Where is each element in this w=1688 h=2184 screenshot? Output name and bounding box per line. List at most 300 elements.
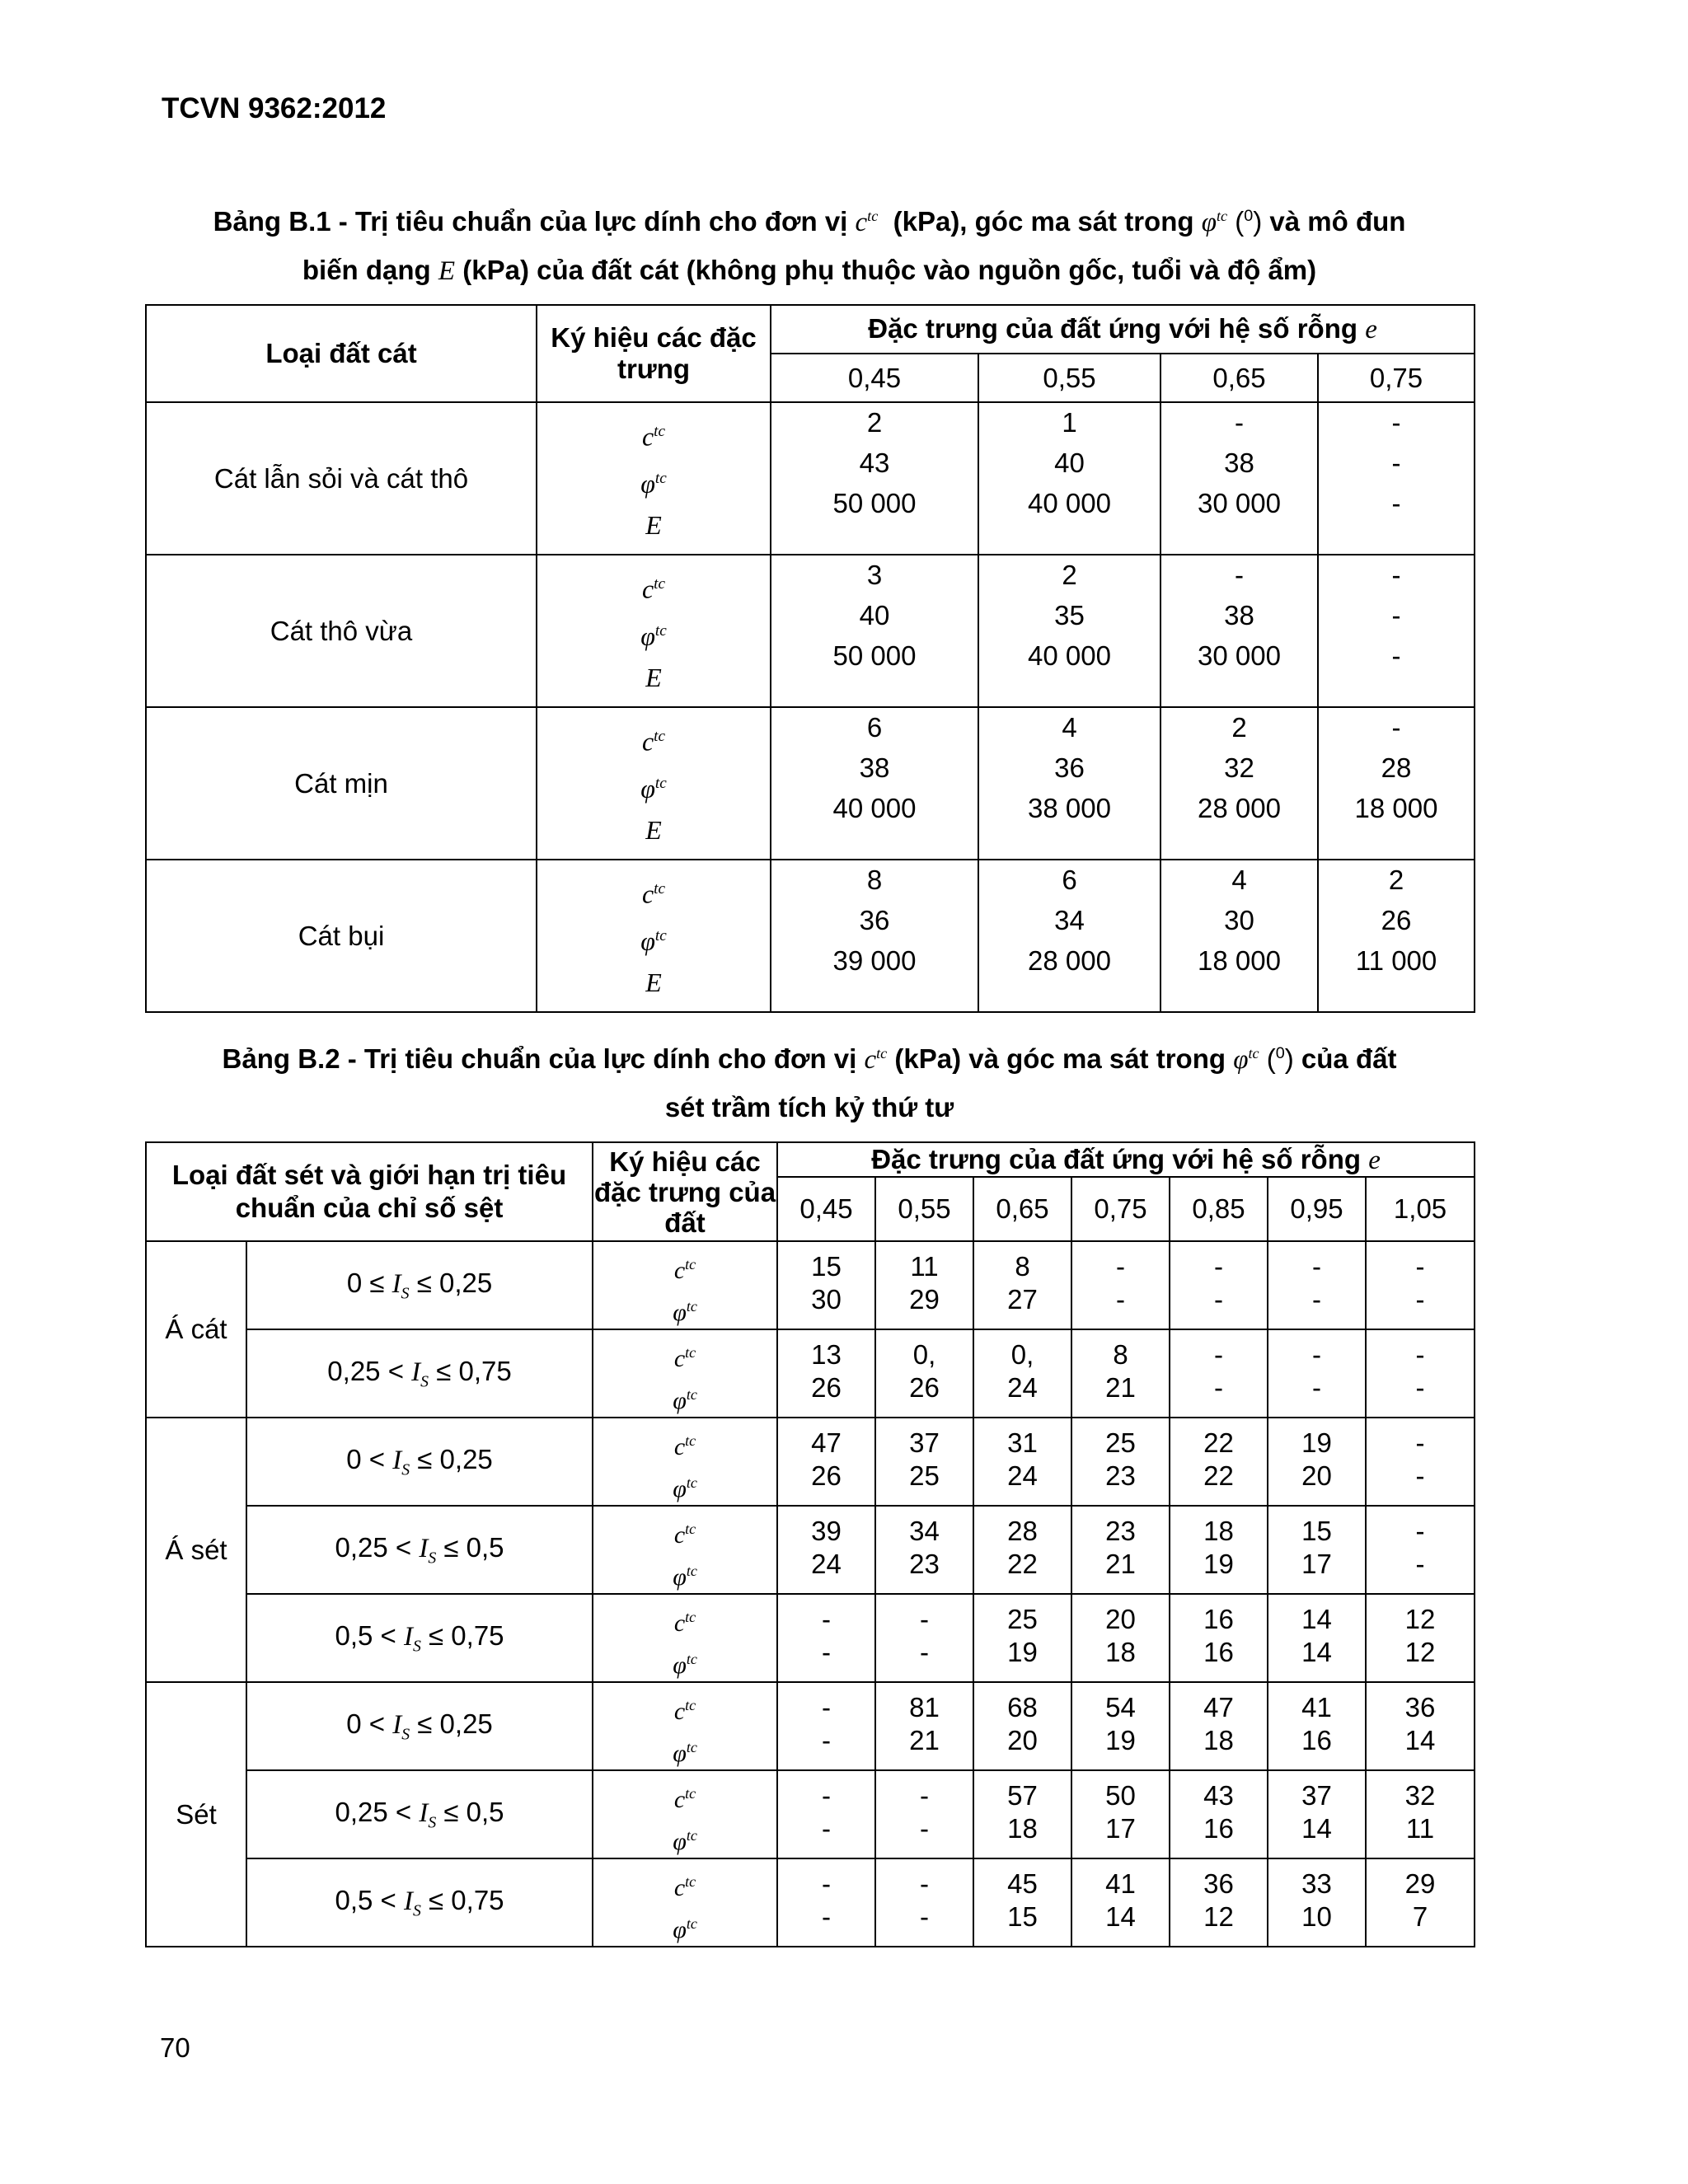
value-phi: 23 bbox=[909, 1549, 940, 1579]
value-phi: 22 bbox=[1007, 1549, 1038, 1579]
value-c: 25 bbox=[1105, 1427, 1136, 1458]
value-phi: 20 bbox=[1301, 1460, 1332, 1491]
value-c: 47 bbox=[811, 1427, 842, 1458]
value-c: - bbox=[822, 1780, 832, 1811]
range-left: 0 < bbox=[346, 1708, 386, 1739]
value-phi: - bbox=[1415, 1284, 1425, 1315]
value-phi: 18 bbox=[1203, 1725, 1234, 1755]
value-c: 37 bbox=[1301, 1780, 1332, 1811]
value-c: - bbox=[1312, 1251, 1322, 1282]
value-phi: - bbox=[1116, 1284, 1126, 1315]
symbol-e-modulus: E bbox=[438, 256, 456, 286]
value-c: - bbox=[920, 1604, 930, 1634]
value-cell bbox=[973, 1329, 1071, 1418]
value-c: 20 bbox=[1105, 1604, 1136, 1634]
symbol-cell bbox=[593, 1682, 777, 1770]
value-c: 37 bbox=[909, 1427, 940, 1458]
value-phi: 21 bbox=[909, 1725, 940, 1755]
value-c: 11 bbox=[910, 1251, 939, 1282]
symbol-is: $I_S$ bbox=[403, 1886, 421, 1920]
value-c: - bbox=[822, 1604, 832, 1634]
value-phi: - bbox=[1214, 1284, 1224, 1315]
degree-unit: ($^0$) bbox=[1235, 206, 1263, 237]
soil-name: Cát mịn bbox=[146, 707, 537, 860]
caption-text: Bảng B.1 - Trị tiêu chuẩn của lực dính cho đơn vị bbox=[213, 206, 848, 237]
symbol-cell bbox=[593, 1594, 777, 1682]
value-phi: 11 bbox=[1405, 1813, 1435, 1844]
table-row bbox=[146, 555, 1475, 707]
consistency-range bbox=[246, 1858, 593, 1947]
value-phi: - bbox=[1214, 1372, 1224, 1403]
value-c: 68 bbox=[1007, 1692, 1038, 1722]
table-row bbox=[146, 1418, 1475, 1506]
value-c: 41 bbox=[1301, 1692, 1332, 1722]
value-cell bbox=[875, 1241, 973, 1329]
range-left: 0,5 < bbox=[335, 1884, 396, 1915]
value-c: - bbox=[1312, 1339, 1322, 1370]
value-c: 15 bbox=[811, 1251, 842, 1282]
value-cell bbox=[1268, 1770, 1366, 1858]
consistency-range bbox=[246, 1506, 593, 1594]
range-left: 0 < bbox=[346, 1443, 386, 1474]
table-row bbox=[146, 1506, 1475, 1594]
value-c: 36 bbox=[1203, 1868, 1234, 1899]
value-cell bbox=[777, 1858, 875, 1947]
symbol-c: $c^{tc}$ bbox=[641, 574, 666, 604]
value-cell bbox=[777, 1241, 875, 1329]
table-row bbox=[146, 1682, 1475, 1770]
value-c: - bbox=[1415, 1339, 1425, 1370]
value-cell bbox=[1268, 1241, 1366, 1329]
header-e-value: 1,05 bbox=[1366, 1177, 1475, 1241]
value-phi: - bbox=[822, 1637, 832, 1667]
value-phi: 24 bbox=[811, 1549, 842, 1579]
symbol-c: $c^{tc}$ bbox=[673, 1432, 696, 1460]
soil-name: Cát bụi bbox=[146, 860, 537, 1012]
value-cell bbox=[777, 1682, 875, 1770]
symbol-cell bbox=[593, 1858, 777, 1947]
value-c: 8 bbox=[1113, 1339, 1128, 1370]
page-number: 70 bbox=[160, 2032, 190, 2063]
value-c: - bbox=[1415, 1427, 1425, 1458]
value-phi: 26 bbox=[811, 1372, 842, 1403]
value-phi: - bbox=[1415, 1460, 1425, 1491]
value-phi: 16 bbox=[1203, 1813, 1234, 1844]
symbol-is: $I_S$ bbox=[392, 1709, 410, 1744]
value-c: 39 bbox=[811, 1516, 842, 1546]
value-cell bbox=[973, 1682, 1071, 1770]
caption-text: (kPa), góc ma sát trong bbox=[893, 206, 1194, 237]
range-right: ≤ 0,75 bbox=[436, 1355, 512, 1386]
value-cell bbox=[1071, 1682, 1170, 1770]
header-e-value: 0,85 bbox=[1170, 1177, 1268, 1241]
header-symbols: Ký hiệu các đặc trưng của đất bbox=[593, 1142, 777, 1241]
value-cell bbox=[875, 1329, 973, 1418]
table-b1-caption-line1 bbox=[145, 189, 1474, 250]
symbol-e: E bbox=[645, 510, 662, 540]
range-left: 0,25 < bbox=[335, 1531, 412, 1563]
value-cell bbox=[1170, 1770, 1268, 1858]
value-cell bbox=[1071, 1329, 1170, 1418]
table-row bbox=[146, 1770, 1475, 1858]
symbol-cell bbox=[537, 402, 771, 555]
range-right: ≤ 0,5 bbox=[443, 1796, 504, 1827]
header-void-ratio-group bbox=[771, 305, 1475, 354]
table-row bbox=[146, 707, 1475, 860]
range-right: ≤ 0,25 bbox=[417, 1443, 493, 1474]
value-phi: - bbox=[1415, 1549, 1425, 1579]
value-cell bbox=[1366, 1329, 1475, 1418]
value-cell bbox=[973, 1594, 1071, 1682]
value-phi: 21 bbox=[1105, 1549, 1136, 1579]
value-cell bbox=[973, 1241, 1071, 1329]
value-phi: 14 bbox=[1301, 1637, 1332, 1667]
consistency-range bbox=[246, 1770, 593, 1858]
soil-name: Cát thô vừa bbox=[146, 555, 537, 707]
symbol-e: E bbox=[645, 663, 662, 692]
consistency-range bbox=[246, 1418, 593, 1506]
header-e-value: 0,45 bbox=[771, 354, 978, 402]
symbol-phi: $\varphi^{tc}$ bbox=[673, 1738, 697, 1767]
value-cell bbox=[1071, 1241, 1170, 1329]
value-phi: 26 bbox=[909, 1372, 940, 1403]
value-cell bbox=[1268, 1858, 1366, 1947]
value-phi: - bbox=[822, 1901, 832, 1932]
value-phi: 30 bbox=[811, 1284, 842, 1315]
value-phi: 20 bbox=[1007, 1725, 1038, 1755]
clay-group-name: Á sét bbox=[146, 1418, 246, 1682]
value-c: 50 bbox=[1105, 1780, 1136, 1811]
value-cell bbox=[1071, 1858, 1170, 1947]
clay-group-name: Sét bbox=[146, 1682, 246, 1947]
value-c: 41 bbox=[1105, 1868, 1136, 1899]
value-c: 28 bbox=[1007, 1516, 1038, 1546]
symbol-c: $c^{tc}$ bbox=[641, 726, 666, 757]
header-symbols: Ký hiệu các đặc trưng bbox=[537, 305, 771, 402]
value-phi: - bbox=[920, 1813, 930, 1844]
header-e-value: 0,75 bbox=[1318, 354, 1475, 402]
value-phi: 10 bbox=[1301, 1901, 1332, 1932]
value-phi: 27 bbox=[1007, 1284, 1038, 1315]
symbol-c: $c^{tc}$ bbox=[673, 1255, 696, 1284]
value-phi: 18 bbox=[1105, 1637, 1136, 1667]
value-cell bbox=[875, 1858, 973, 1947]
value-c: 13 bbox=[811, 1339, 842, 1370]
header-group-text: Đặc trưng của đất ứng với hệ số rỗng bbox=[868, 313, 1358, 344]
header-e-value: 0,65 bbox=[973, 1177, 1071, 1241]
range-left: 0,25 < bbox=[327, 1355, 404, 1386]
value-phi: 16 bbox=[1203, 1637, 1234, 1667]
value-cell: 1 40 40 000 bbox=[978, 402, 1160, 555]
table-b1-caption-line2 bbox=[145, 243, 1474, 298]
header-e-value: 0,45 bbox=[777, 1177, 875, 1241]
value-cell bbox=[973, 1858, 1071, 1947]
caption-text: (kPa) của đất cát (không phụ thuộc vào nguồn gốc, tuổi và độ ẩm) bbox=[462, 255, 1317, 285]
symbol-phi: $\varphi^{tc}$ bbox=[673, 1385, 697, 1414]
symbol-c-tc: $c^{tc}$ bbox=[864, 1045, 888, 1075]
symbol-phi: $\varphi^{tc}$ bbox=[640, 773, 667, 804]
value-c: 22 bbox=[1203, 1427, 1234, 1458]
value-cell: 2 26 11 000 bbox=[1318, 860, 1475, 1012]
header-e-value: 0,65 bbox=[1160, 354, 1318, 402]
value-c: 34 bbox=[909, 1516, 940, 1546]
value-c: - bbox=[1415, 1516, 1425, 1546]
table-row bbox=[146, 1858, 1475, 1947]
value-cell bbox=[1366, 1594, 1475, 1682]
value-phi: 26 bbox=[811, 1460, 842, 1491]
value-cell bbox=[1170, 1594, 1268, 1682]
symbol-phi: $\varphi^{tc}$ bbox=[673, 1474, 697, 1502]
value-c: - bbox=[920, 1868, 930, 1899]
value-c: 54 bbox=[1105, 1692, 1136, 1722]
table-row bbox=[146, 860, 1475, 1012]
value-c: 47 bbox=[1203, 1692, 1234, 1722]
value-cell bbox=[777, 1506, 875, 1594]
symbol-c: $c^{tc}$ bbox=[673, 1608, 696, 1637]
consistency-range bbox=[246, 1241, 593, 1329]
symbol-c: $c^{tc}$ bbox=[641, 879, 666, 909]
value-cell bbox=[973, 1418, 1071, 1506]
value-cell: 4 30 18 000 bbox=[1160, 860, 1318, 1012]
caption-text: biến dạng bbox=[302, 255, 431, 285]
range-right: ≤ 0,75 bbox=[429, 1619, 504, 1651]
symbol-phi-tc: $\varphi^{tc}$ bbox=[1233, 1045, 1259, 1075]
value-cell bbox=[1366, 1770, 1475, 1858]
value-phi: 14 bbox=[1301, 1813, 1332, 1844]
consistency-range bbox=[246, 1329, 593, 1418]
value-cell bbox=[875, 1682, 973, 1770]
symbol-is: $I_S$ bbox=[392, 1268, 410, 1303]
value-phi: 16 bbox=[1301, 1725, 1332, 1755]
header-e-value: 0,95 bbox=[1268, 1177, 1366, 1241]
value-phi: 17 bbox=[1301, 1549, 1332, 1579]
symbol-cell bbox=[537, 555, 771, 707]
value-phi: 24 bbox=[1007, 1372, 1038, 1403]
value-cell bbox=[1366, 1858, 1475, 1947]
value-cell bbox=[1071, 1418, 1170, 1506]
range-right: ≤ 0,5 bbox=[443, 1531, 504, 1563]
clay-group-name: Á cát bbox=[146, 1241, 246, 1418]
value-cell bbox=[1170, 1506, 1268, 1594]
value-cell bbox=[1268, 1329, 1366, 1418]
range-left: 0 ≤ bbox=[346, 1267, 385, 1298]
value-cell bbox=[875, 1770, 973, 1858]
value-c: 43 bbox=[1203, 1780, 1234, 1811]
value-cell bbox=[1366, 1506, 1475, 1594]
value-phi: - bbox=[920, 1637, 930, 1667]
range-left: 0,5 < bbox=[335, 1619, 396, 1651]
value-c: - bbox=[1415, 1251, 1425, 1282]
symbol-is: $I_S$ bbox=[392, 1445, 410, 1479]
range-right: ≤ 0,75 bbox=[429, 1884, 504, 1915]
value-cell: 2 32 28 000 bbox=[1160, 707, 1318, 860]
header-e-value: 0,55 bbox=[978, 354, 1160, 402]
value-phi: 12 bbox=[1404, 1637, 1436, 1667]
value-c: 33 bbox=[1301, 1868, 1332, 1899]
value-phi: - bbox=[1312, 1372, 1322, 1403]
symbol-is: $I_S$ bbox=[403, 1621, 421, 1656]
value-cell bbox=[1268, 1418, 1366, 1506]
value-c: 25 bbox=[1007, 1604, 1038, 1634]
value-c: 36 bbox=[1404, 1692, 1436, 1722]
value-cell: - - - bbox=[1318, 555, 1475, 707]
header-e-value: 0,75 bbox=[1071, 1177, 1170, 1241]
value-c: 31 bbox=[1007, 1427, 1038, 1458]
value-cell bbox=[1268, 1682, 1366, 1770]
table-b2-caption-line1 bbox=[145, 1026, 1474, 1087]
symbol-phi: $\varphi^{tc}$ bbox=[673, 1915, 697, 1943]
caption-text: của đất bbox=[1301, 1043, 1397, 1074]
table-row bbox=[146, 1329, 1475, 1418]
table-row bbox=[146, 402, 1475, 555]
value-c: 18 bbox=[1203, 1516, 1234, 1546]
symbol-e: e bbox=[1368, 1145, 1381, 1175]
symbol-phi: $\varphi^{tc}$ bbox=[673, 1650, 697, 1679]
value-c: 45 bbox=[1007, 1868, 1038, 1899]
value-cell bbox=[1071, 1770, 1170, 1858]
value-cell bbox=[973, 1770, 1071, 1858]
symbol-phi: $\varphi^{tc}$ bbox=[640, 926, 667, 956]
value-c: - bbox=[822, 1868, 832, 1899]
value-c: 15 bbox=[1301, 1516, 1332, 1546]
value-c: 23 bbox=[1105, 1516, 1136, 1546]
value-cell bbox=[777, 1418, 875, 1506]
symbol-cell bbox=[593, 1329, 777, 1418]
table-b2-caption-line2: sét trầm tích kỷ thứ tư bbox=[664, 1092, 954, 1122]
value-cell: 6 34 28 000 bbox=[978, 860, 1160, 1012]
value-c: 57 bbox=[1007, 1780, 1038, 1811]
value-cell: 2 43 50 000 bbox=[771, 402, 978, 555]
value-phi: - bbox=[822, 1725, 832, 1755]
value-cell bbox=[1170, 1682, 1268, 1770]
value-c: - bbox=[1214, 1251, 1224, 1282]
symbol-c: $c^{tc}$ bbox=[673, 1872, 696, 1901]
value-c: 14 bbox=[1301, 1604, 1332, 1634]
symbol-cell bbox=[537, 707, 771, 860]
symbol-phi-tc: $\varphi^{tc}$ bbox=[1201, 208, 1228, 237]
value-cell bbox=[777, 1770, 875, 1858]
value-cell bbox=[1366, 1418, 1475, 1506]
symbol-c: $c^{tc}$ bbox=[673, 1784, 696, 1813]
header-group-text: Đặc trưng của đất ứng với hệ số rỗng bbox=[871, 1143, 1362, 1174]
value-cell: 2 35 40 000 bbox=[978, 555, 1160, 707]
header-e-value: 0,55 bbox=[875, 1177, 973, 1241]
caption-text: Bảng B.2 - Trị tiêu chuẩn của lực dính cho đơn vị bbox=[222, 1043, 857, 1074]
value-cell bbox=[973, 1506, 1071, 1594]
value-phi: 15 bbox=[1007, 1901, 1038, 1932]
value-cell bbox=[777, 1594, 875, 1682]
symbol-c-tc: $c^{tc}$ bbox=[855, 208, 879, 237]
symbol-cell bbox=[593, 1770, 777, 1858]
value-cell: 3 40 50 000 bbox=[771, 555, 978, 707]
value-c: 32 bbox=[1404, 1780, 1436, 1811]
table-b1 bbox=[145, 304, 1475, 1013]
value-cell: 4 36 38 000 bbox=[978, 707, 1160, 860]
symbol-cell bbox=[537, 860, 771, 1012]
symbol-e: E bbox=[645, 968, 662, 997]
symbol-phi: $\varphi^{tc}$ bbox=[640, 621, 667, 651]
header-soil-type: Loại đất cát bbox=[146, 305, 537, 402]
value-cell bbox=[1366, 1241, 1475, 1329]
value-phi: 23 bbox=[1105, 1460, 1136, 1491]
table-b2 bbox=[145, 1141, 1475, 1947]
symbol-cell bbox=[593, 1418, 777, 1506]
value-phi: 24 bbox=[1007, 1460, 1038, 1491]
symbol-is: $I_S$ bbox=[419, 1797, 437, 1832]
value-phi: - bbox=[1312, 1284, 1322, 1315]
value-cell bbox=[1170, 1241, 1268, 1329]
value-c: 0, bbox=[1010, 1339, 1034, 1370]
header-clay-type: Loại đất sét và giới hạn trị tiêu chuẩn của chỉ số sệt bbox=[146, 1142, 593, 1241]
range-left: 0,25 < bbox=[335, 1796, 412, 1827]
soil-name: Cát lẫn sỏi và cát thô bbox=[146, 402, 537, 555]
symbol-e: E bbox=[645, 815, 662, 845]
value-cell: - 28 18 000 bbox=[1318, 707, 1475, 860]
value-cell bbox=[1071, 1506, 1170, 1594]
range-right: ≤ 0,25 bbox=[417, 1708, 493, 1739]
value-phi: - bbox=[920, 1901, 930, 1932]
value-phi: 7 bbox=[1412, 1901, 1428, 1932]
value-c: 29 bbox=[1404, 1868, 1436, 1899]
value-phi: 22 bbox=[1203, 1460, 1234, 1491]
value-cell: 8 36 39 000 bbox=[771, 860, 978, 1012]
symbol-phi: $\varphi^{tc}$ bbox=[673, 1297, 697, 1326]
value-c: 12 bbox=[1404, 1604, 1436, 1634]
symbol-c: $c^{tc}$ bbox=[673, 1343, 696, 1372]
value-phi: 19 bbox=[1203, 1549, 1234, 1579]
caption-text: và mô đun bbox=[1269, 206, 1406, 237]
standard-number: TCVN 9362:2012 bbox=[162, 92, 387, 124]
value-c: - bbox=[1116, 1251, 1126, 1282]
value-phi: 19 bbox=[1105, 1725, 1136, 1755]
value-cell: - 38 30 000 bbox=[1160, 402, 1318, 555]
value-c: - bbox=[822, 1692, 832, 1722]
value-phi: 14 bbox=[1404, 1725, 1436, 1755]
value-c: 16 bbox=[1203, 1604, 1234, 1634]
value-phi: - bbox=[822, 1813, 832, 1844]
symbol-c: $c^{tc}$ bbox=[673, 1696, 696, 1725]
symbol-c: $c^{tc}$ bbox=[673, 1520, 696, 1549]
symbol-phi: $\varphi^{tc}$ bbox=[673, 1562, 697, 1591]
symbol-phi: $\varphi^{tc}$ bbox=[640, 468, 667, 499]
table-row bbox=[146, 1241, 1475, 1329]
range-right: ≤ 0,25 bbox=[416, 1267, 493, 1298]
value-cell bbox=[1268, 1594, 1366, 1682]
value-phi: 12 bbox=[1203, 1901, 1234, 1932]
value-cell bbox=[875, 1418, 973, 1506]
value-cell bbox=[875, 1506, 973, 1594]
value-phi: 18 bbox=[1007, 1813, 1038, 1844]
value-phi: 17 bbox=[1105, 1813, 1136, 1844]
consistency-range bbox=[246, 1682, 593, 1770]
value-cell: - 38 30 000 bbox=[1160, 555, 1318, 707]
value-c: - bbox=[1214, 1339, 1224, 1370]
value-phi: 29 bbox=[909, 1284, 940, 1315]
value-c: 81 bbox=[909, 1692, 940, 1722]
symbol-c: $c^{tc}$ bbox=[641, 421, 666, 452]
caption-text: (kPa) và góc ma sát trong bbox=[894, 1043, 1226, 1074]
value-c: 8 bbox=[1015, 1251, 1030, 1282]
value-cell bbox=[875, 1594, 973, 1682]
value-cell bbox=[1170, 1418, 1268, 1506]
value-phi: 25 bbox=[909, 1460, 940, 1491]
symbol-phi: $\varphi^{tc}$ bbox=[673, 1826, 697, 1855]
value-c: 0, bbox=[912, 1339, 936, 1370]
symbol-is: $I_S$ bbox=[411, 1357, 429, 1391]
symbol-is: $I_S$ bbox=[419, 1533, 437, 1568]
value-cell bbox=[1170, 1329, 1268, 1418]
value-cell: 6 38 40 000 bbox=[771, 707, 978, 860]
